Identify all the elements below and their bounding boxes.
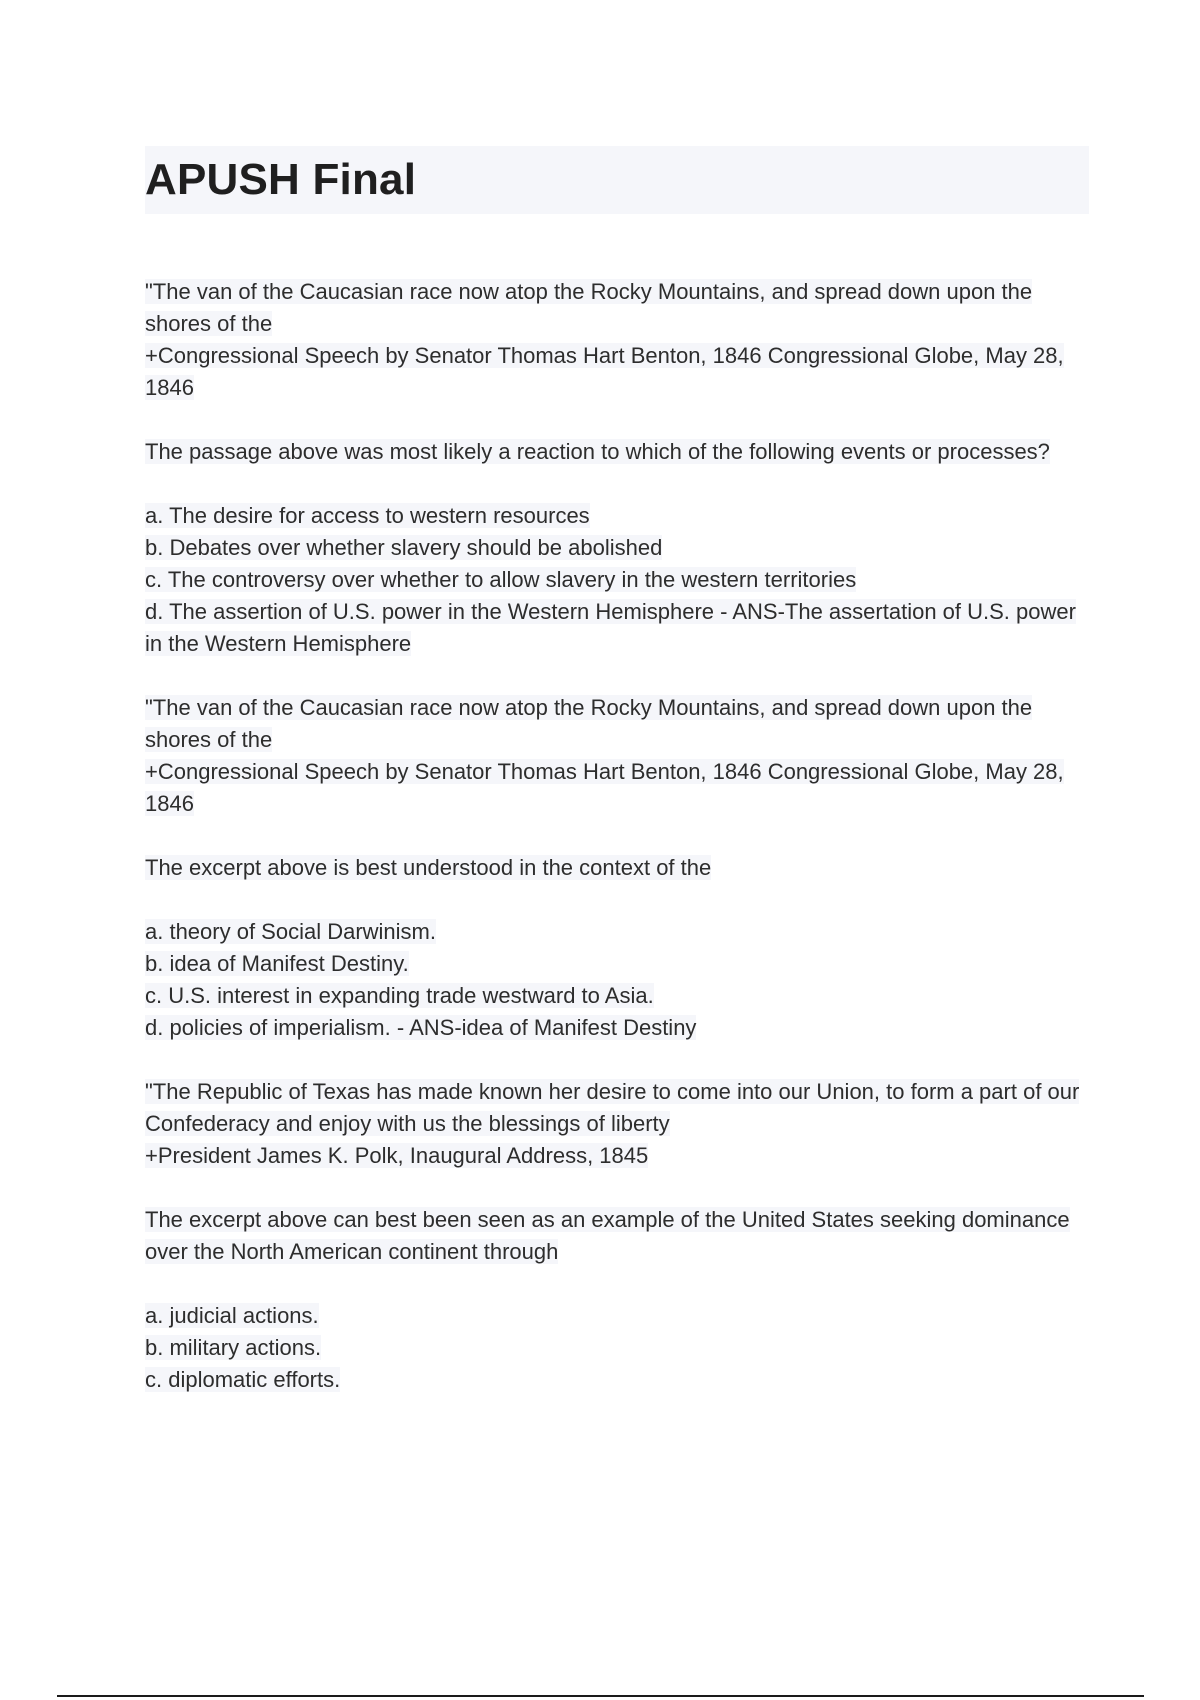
option-c: c. U.S. interest in expanding trade westward to Asia. — [145, 983, 654, 1008]
document-page — [145, 146, 1089, 1428]
question-3-prompt — [145, 1204, 1089, 1268]
passage-quote: "The Republic of Texas has made known her desire to come into our Union, to form a part of our Confederacy and enjoy with us the blessings of liberty — [145, 1079, 1080, 1136]
passage-quote: "The van of the Caucasian race now atop the Rocky Mountains, and spread down upon the shores of the — [145, 279, 1033, 336]
question-1-prompt — [145, 436, 1089, 468]
page-title: APUSH Final — [145, 155, 417, 204]
question-prompt: The excerpt above can best been seen as an example of the United States seeking dominance over the North American continent through — [145, 1207, 1070, 1264]
passage-source: +President James K. Polk, Inaugural Address, 1845 — [145, 1143, 649, 1168]
option-c: c. The controversy over whether to allow slavery in the western territories — [145, 567, 857, 592]
option-a: a. The desire for access to western resources — [145, 503, 590, 528]
question-prompt: The passage above was most likely a reaction to which of the following events or processes? — [145, 439, 1050, 464]
footer-divider — [57, 1695, 1144, 1697]
option-b: b. Debates over whether slavery should be abolished — [145, 535, 663, 560]
question-1-options — [145, 500, 1089, 660]
passage-source: +Congressional Speech by Senator Thomas Hart Benton, 1846 Congressional Globe, May 28, 1846 — [145, 343, 1064, 400]
question-3-passage — [145, 1076, 1089, 1172]
passage-quote: "The van of the Caucasian race now atop the Rocky Mountains, and spread down upon the shores of the — [145, 695, 1033, 752]
option-b: b. military actions. — [145, 1335, 322, 1360]
question-2-options — [145, 916, 1089, 1044]
passage-source: +Congressional Speech by Senator Thomas Hart Benton, 1846 Congressional Globe, May 28, 1846 — [145, 759, 1064, 816]
question-2-passage — [145, 692, 1089, 820]
option-a: a. judicial actions. — [145, 1303, 319, 1328]
option-a: a. theory of Social Darwinism. — [145, 919, 436, 944]
option-b: b. idea of Manifest Destiny. — [145, 951, 409, 976]
question-prompt: The excerpt above is best understood in the context of the — [145, 855, 712, 880]
option-d-answer: d. policies of imperialism. - ANS-idea of Manifest Destiny — [145, 1015, 697, 1040]
option-c: c. diplomatic efforts. — [145, 1367, 341, 1392]
question-2-prompt — [145, 852, 1089, 884]
option-d-answer: d. The assertion of U.S. power in the Western Hemisphere - ANS-The assertation of U.S. power in the Western Hemisphere — [145, 599, 1076, 656]
question-1-passage — [145, 276, 1089, 404]
title-block — [145, 146, 1089, 214]
question-3-options — [145, 1300, 1089, 1396]
